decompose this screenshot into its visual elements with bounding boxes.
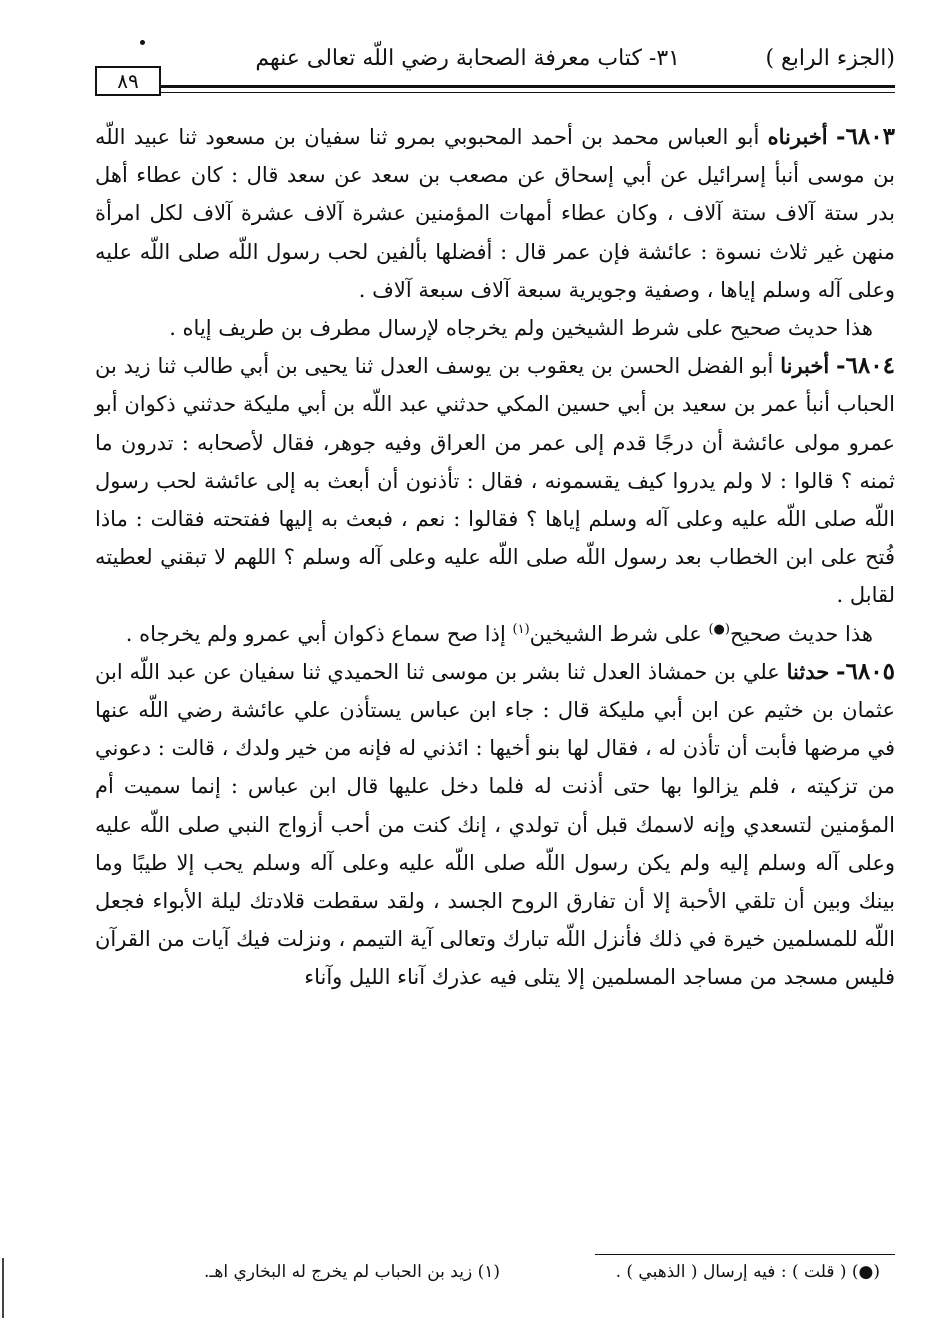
footnote-ref-star: (●) xyxy=(708,621,730,637)
hadith-6804-note xyxy=(95,615,895,653)
footnote-ref-one: (١) xyxy=(512,621,530,637)
header-rule-thin xyxy=(160,92,895,93)
hadith-text: أبو العباس محمد بن أحمد المحبوبي بمرو ثنا سفيان بن مسعود ثنا عبيد اللّه بن موسى أنبأ إسرائيل عن أبي إسحاق عن مصعب بن سعد عن سعد قال : كان عطاء أهل بدر ستة آلاف ستة آلاف ، وكان عطاء أمهات المؤمنين عشرة آلاف عشرة آلاف لكل امرأة منهن غير ثلاث نسوة : عائشة فإن عمر قال : أفضلها بألفين لحب رسول اللّه صلى اللّه عليه وعلى آله وسلم إياها ، وصفية وجويرية سبعة آلاف سبعة آلاف . xyxy=(95,125,895,302)
hadith-number: ٦٨٠٥- xyxy=(836,657,895,685)
footnote-star: (●) ( قلت ) : فيه إرسال ( الذهبي ) . xyxy=(615,1262,880,1282)
note-text: هذا حديث صحيح xyxy=(729,621,873,646)
book-title: ٣١- كتاب معرفة الصحابة رضي اللّه تعالى عنهم xyxy=(255,46,680,71)
footnote-rule xyxy=(595,1254,895,1255)
hadith-number: ٦٨٠٤- xyxy=(836,352,895,380)
hadith-keyword: حدثنا xyxy=(786,658,830,684)
ink-dot xyxy=(140,40,145,45)
footnotes xyxy=(120,1262,880,1292)
hadith-6804 xyxy=(95,347,895,614)
note-text: إذا صح سماع ذكوان أبي عمرو ولم يخرجاه . xyxy=(125,621,513,646)
page-number: ٨٩ xyxy=(95,66,161,96)
note-text: على شرط الشيخين xyxy=(529,621,709,646)
scan-edge-mark xyxy=(2,1258,4,1318)
hadith-keyword: أخبرناه xyxy=(767,124,828,149)
hadith-keyword: أخبرنا xyxy=(780,353,830,379)
hadith-6803-note: هذا حديث صحيح على شرط الشيخين ولم يخرجاه لإرسال مطرف بن طريف إياه . xyxy=(169,316,873,341)
volume-label: (الجزء الرابع ) xyxy=(765,46,895,71)
page-header xyxy=(95,46,895,93)
hadith-6803 xyxy=(95,118,895,309)
page-body xyxy=(95,118,895,997)
header-rule-thick xyxy=(160,85,895,88)
hadith-text: أبو الفضل الحسن بن يعقوب بن يوسف العدل ثنا يحيى بن أبي طالب ثنا زيد بن الحباب أنبأ عمر بن سعيد بن أبي حسين المكي حدثني عبد اللّه بن أبي مليكة حدثني ذكوان أبو عمرو مولى عائشة أن درجًا قدم إلى عمر من العراق وفيه جوهر، فقال لأصحابه : تدرون ما ثمنه ؟ قالوا : لا ولم يدروا كيف يقسمونه ، فقال : تأذنون أن أبعث به إلى عائشة لحب رسول اللّه صلى اللّه عليه وعلى آله وسلم إياها ؟ فقالوا : نعم ، فبعث به إليها ففتحته فقالت : ماذا فُتح على ابن الخطاب بعد رسول اللّه صلى اللّه عليه وعلى آله وسلم ؟ اللهم لا تبقني لعطيته لقابل . xyxy=(95,354,895,608)
hadith-6805 xyxy=(95,653,895,997)
footnote-one: (١) زيد بن الحباب لم يخرج له البخاري اهـ. xyxy=(204,1262,500,1282)
hadith-number: ٦٨٠٣- xyxy=(836,123,895,150)
hadith-text: علي بن حمشاذ العدل ثنا بشر بن موسى ثنا الحميدي ثنا سفيان عن عبد اللّه ابن عثمان بن خثيم عن ابن أبي مليكة قال : جاء ابن عباس يستأذن علي عائشة رضي اللّه عنها في مرضها فأبت أن تأذن له ، فقال لها بنو أخيها : ائذني له فإنه من خير ولدك ، قالت : دعوني من تزكيته ، فلم يزالوا بها حتى أذنت له فلما دخل عليها قال ابن عباس : إنما سميت أم المؤمنين لتسعدي وإنه لاسمك قبل أن تولدي ، إنك كنت من أحب أزواج النبي صلى اللّه عليه وعلى آله وسلم إليه ولم يكن رسول اللّه صلى اللّه عليه وعلى آله وسلم يحب إلا طيبًا وما بينك وبين أن تلقي الأحبة إلا أن تفارق الروح الجسد ، ولقد سقطت قلادتك ليلة الأبواء فجعل اللّه للمسلمين خيرة في ذلك فأنزل اللّه تبارك وتعالى آية التيمم ، ونزلت فيك آيات من القرآن فليس مسجد من مساجد المسلمين إلا يتلى فيه عذرك آناء الليل وآناء xyxy=(95,659,895,990)
